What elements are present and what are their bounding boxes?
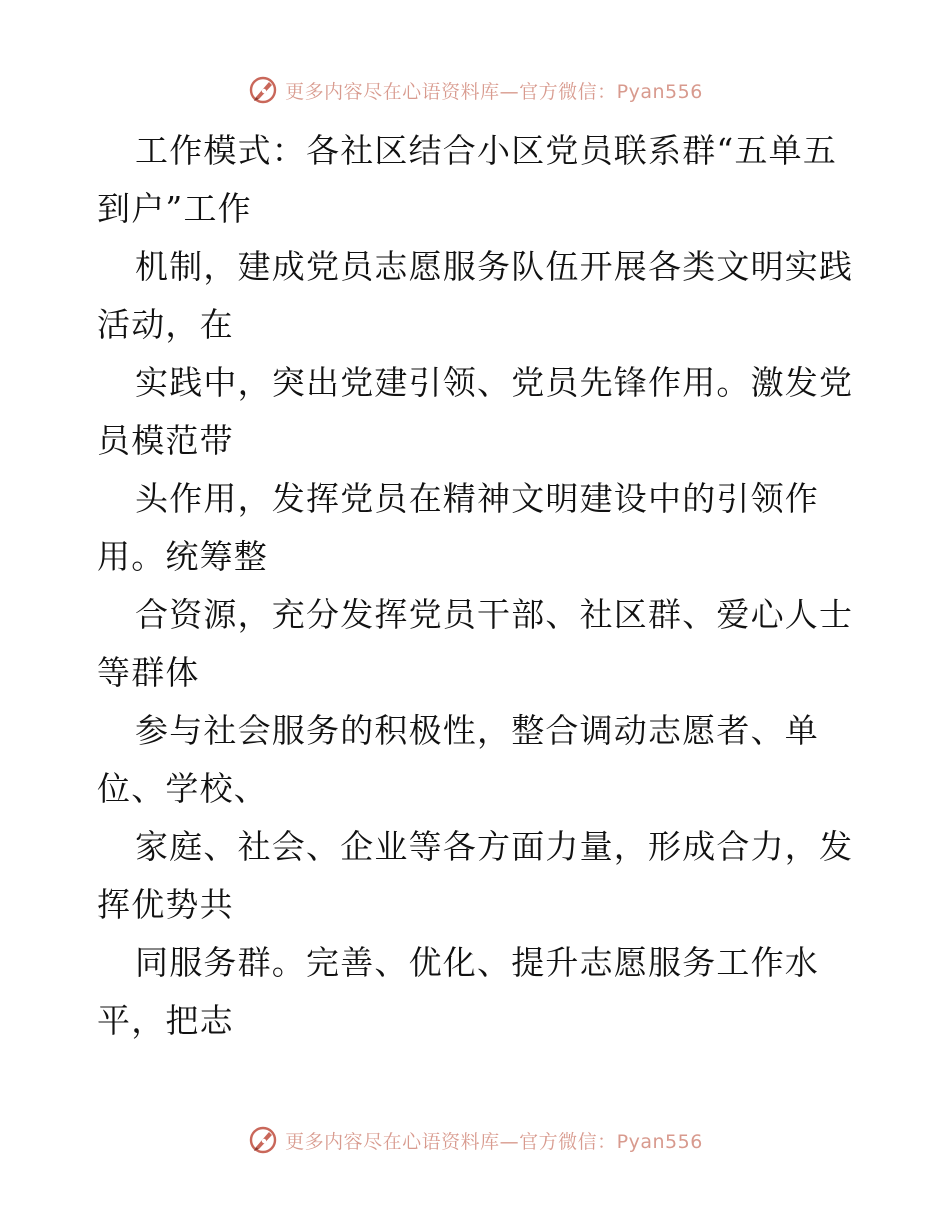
paragraph (97, 238, 857, 354)
paragraph-line: 员模范带 (97, 421, 234, 460)
paragraph-line: 参与社会服务的积极性，整合调动志愿者、单 (135, 711, 819, 750)
paragraph (97, 354, 857, 470)
paragraph-line: 合资源，充分发挥党员干部、社区群、爱心人士 (135, 595, 854, 634)
paragraph (97, 934, 857, 1050)
header-watermark (0, 70, 950, 110)
paragraph-line: 同服务群。完善、优化、提升志愿服务工作水 (135, 943, 819, 982)
paragraph-line: 等群体 (97, 653, 200, 692)
paragraph (97, 818, 857, 934)
paragraph (97, 702, 857, 818)
paragraph-line: 平，把志 (97, 1001, 234, 1040)
footer-watermark (0, 1120, 950, 1160)
paragraph-line: 家庭、社会、企业等各方面力量，形成合力，发 (135, 827, 854, 866)
paragraph-line: 位、学校、 (97, 769, 268, 808)
paragraph-line: 到户”工作 (97, 189, 252, 228)
paragraph (97, 122, 857, 238)
paragraph-line: 活动，在 (97, 305, 234, 344)
paragraph-line: 头作用，发挥党员在精神文明建设中的引领作 (135, 479, 819, 518)
paragraph-line: 挥优势共 (97, 885, 234, 924)
pen-logo-icon (247, 1124, 279, 1156)
watermark-text: 更多内容尽在心语资料库—官方微信：Pyan556 (285, 80, 703, 103)
paragraph-line: 机制，建成党员志愿服务队伍开展各类文明实践 (135, 247, 854, 286)
watermark-text: 更多内容尽在心语资料库—官方微信：Pyan556 (285, 1130, 703, 1153)
paragraph-line: 用。统筹整 (97, 537, 268, 576)
paragraph-line: 工作模式：各社区结合小区党员联系群“五单五 (135, 131, 838, 170)
paragraph (97, 586, 857, 702)
document-body (97, 122, 857, 1050)
paragraph-line: 实践中，突出党建引领、党员先锋作用。激发党 (135, 363, 854, 402)
pen-logo-icon (247, 74, 279, 106)
paragraph (97, 470, 857, 586)
